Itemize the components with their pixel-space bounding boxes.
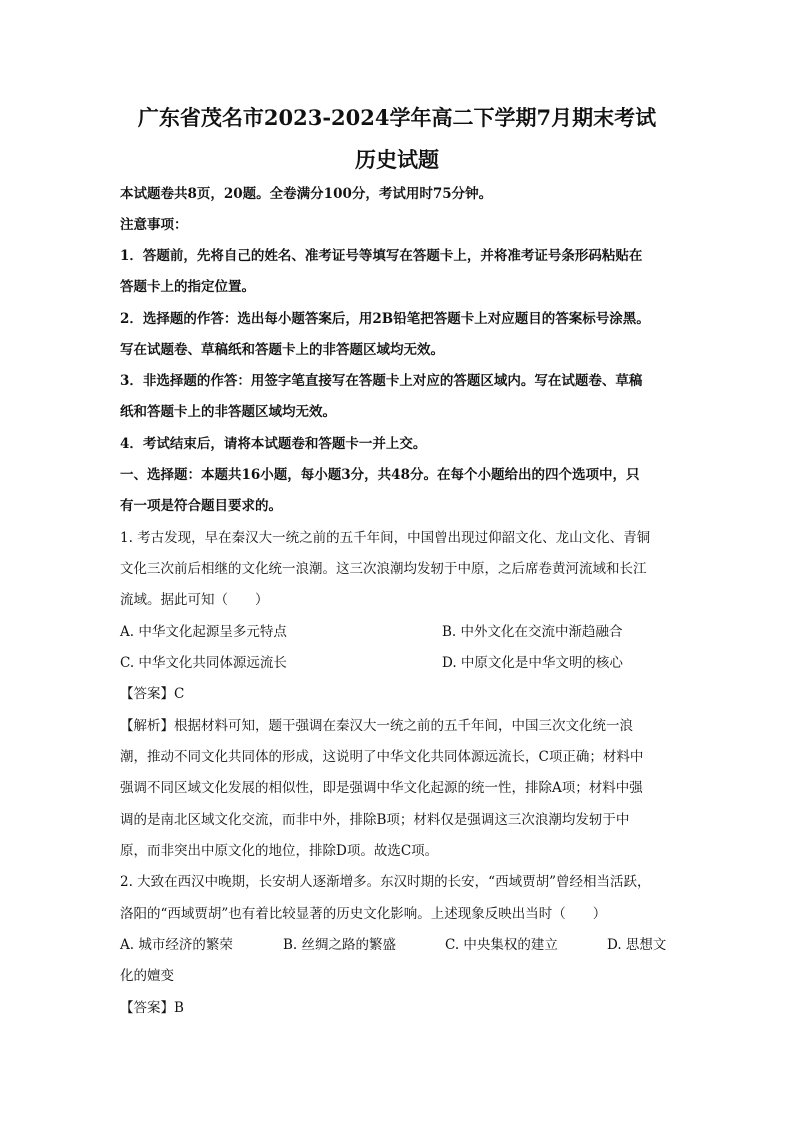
q1-explanation-line-1: 【解析】根据材料可知，题干强调在秦汉大一统之前的五千年间，中国三次文化统一浪 bbox=[120, 718, 633, 734]
q1-stem-line-2: 文化三次前后相继的文化统一浪潮。这三次浪潮均发轫于中原，之后席卷黄河流域和长江 bbox=[120, 561, 647, 577]
q1-explanation-line-5: 原，而非突出中原文化的地位，排除D项。故选C项。 bbox=[120, 843, 439, 859]
note-2-line-1: 2．选择题的作答：选出每小题答案后，用2B铅笔把答题卡上对应题目的答案标号涂黑。 bbox=[120, 311, 650, 327]
document-title: 广东省茂名市2023-2024学年高二下学期7月期末考试 bbox=[137, 105, 657, 130]
q2-option-a: A. 城市经济的繁荣 bbox=[120, 937, 233, 953]
q2-option-c: C. 中央集权的建立 bbox=[445, 937, 558, 953]
q1-answer: 【答案】C bbox=[120, 686, 185, 702]
intro-text: 本试题卷共8页，20题。全卷满分100分，考试用时75分钟。 bbox=[120, 186, 493, 202]
q1-option-c: C. 中华文化共同体源远流长 bbox=[120, 655, 287, 671]
note-1-line-2: 答题卡上的指定位置。 bbox=[120, 279, 255, 295]
notes-heading: 注意事项： bbox=[120, 217, 188, 233]
q2-stem-line-1: 2. 大致在西汉中晚期，长安胡人逐渐增多。东汉时期的长安，“西域贾胡”曾经相当活跃， bbox=[120, 874, 651, 890]
note-2-line-2: 写在试题卷、草稿纸和答题卡上的非答题区域均无效。 bbox=[120, 342, 444, 358]
q1-explanation-line-4: 调的是南北区域文化交流，而非中外，排除B项；材料仅是强调这三次浪潮均发轫于中 bbox=[120, 812, 630, 828]
section-1-line-2: 有一项是符合题目要求的。 bbox=[120, 498, 282, 514]
q1-stem-line-1: 1. 考古发现，早在秦汉大一统之前的五千年间，中国曾出现过仰韶文化、龙山文化、青铜 bbox=[120, 530, 651, 546]
section-1-line-1: 一、选择题：本题共16小题，每小题3分，共48分。在每个小题给出的四个选项中，只 bbox=[120, 467, 640, 483]
q1-option-b: B. 中外文化在交流中渐趋融合 bbox=[442, 624, 623, 640]
q1-explanation-line-3: 强调不同区域文化发展的相似性，即是强调中华文化起源的统一性，排除A项；材料中强 bbox=[120, 780, 643, 796]
q1-option-d: D. 中原文化是中华文明的核心 bbox=[442, 655, 623, 671]
q2-option-d-continued: 化的嬗变 bbox=[120, 968, 174, 984]
q2-option-b: B. 丝绸之路的繁盛 bbox=[283, 937, 397, 953]
note-3-line-1: 3．非选择题的作答：用签字笔直接写在答题卡上对应的答题区域内。写在试题卷、草稿 bbox=[120, 373, 643, 389]
document-subtitle: 历史试题 bbox=[355, 147, 439, 172]
q1-explanation-line-2: 潮，推动不同文化共同体的形成，这说明了中华文化共同体源远流长，C项正确；材料中 bbox=[120, 749, 644, 765]
note-4: 4．考试结束后，请将本试题卷和答题卡一并上交。 bbox=[120, 436, 427, 452]
note-3-line-2: 纸和答题卡上的非答题区域均无效。 bbox=[120, 404, 336, 420]
q2-option-d: D. 思想文 bbox=[607, 937, 667, 953]
q1-option-a: A. 中华文化起源呈多元特点 bbox=[120, 624, 287, 640]
q1-stem-line-3: 流域。据此可知（ ） bbox=[120, 592, 269, 608]
note-1-line-1: 1．答题前，先将自己的姓名、准考证号等填写在答题卡上，并将准考证号条形码粘贴在 bbox=[120, 248, 643, 264]
q2-answer: 【答案】B bbox=[120, 1000, 184, 1016]
q2-stem-line-2: 洛阳的“西域贾胡”也有着比较显著的历史文化影响。上述现象反映出当时（ ） bbox=[120, 906, 607, 922]
